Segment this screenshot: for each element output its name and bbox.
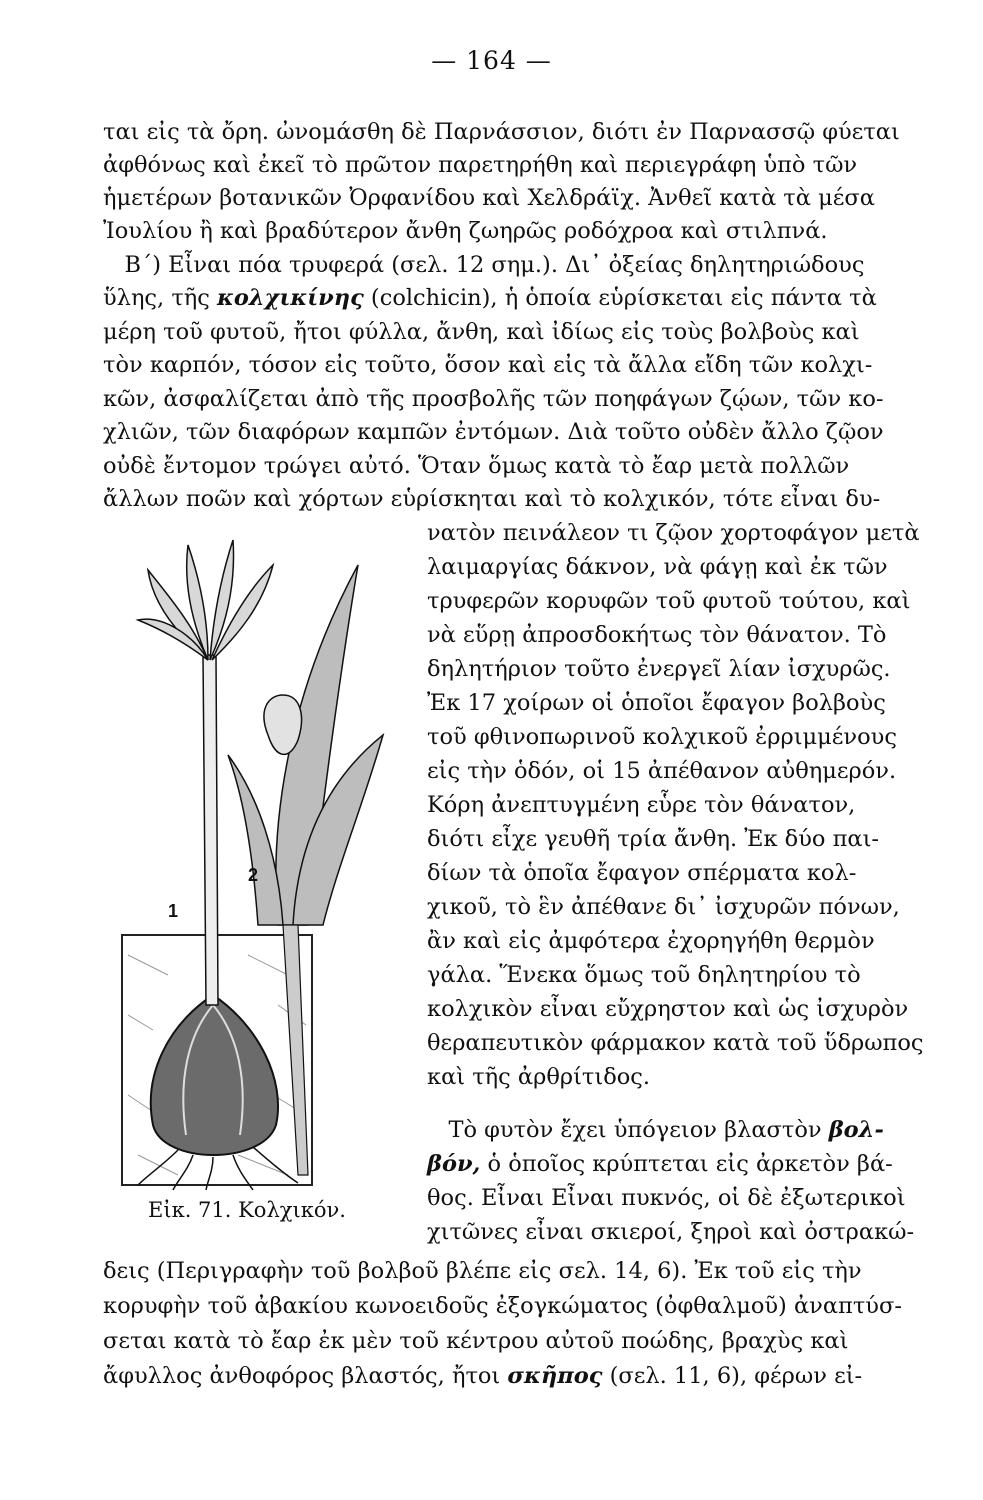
text-line: βόν, ὁ ὁποῖος κρύπτεται εἰς ἀρκετὸν βά-	[427, 1151, 893, 1177]
text-line: χιτῶνες εἶναι σκιεροί, ξηροὶ καὶ ὀστρακώ-	[427, 1219, 915, 1245]
text-line: θος. Εἶναι Εἶναι πυκνός, οἱ δὲ ἐξωτερικοὶ	[427, 1185, 906, 1211]
page-number: — 164 —	[431, 46, 552, 75]
text-line: καὶ τῆς ἀρθρίτιδος.	[427, 1064, 651, 1090]
text-line: χλιῶν, τῶν διαφόρων καμπῶν ἐντόμων. Διὰ τοῦτο οὐδὲν ἄλλο ζῷον	[103, 419, 884, 445]
text-line: νατὸν πεινάλεον τι ζῷον χορτοφάγον μετὰ	[427, 520, 920, 546]
text-line: Β΄) Εἶναι πόα τρυφερά (σελ. 12 σημ.). Δι᾽ ὀξείας δηλητηριώδους	[103, 252, 865, 278]
text-line: χικοῦ, τὸ ἓν ἀπέθανε δι᾽ ἰσχυρῶν πόνων,	[427, 894, 900, 920]
text-line: θεραπευτικὸν φάρμακον κατὰ τοῦ ὕδρωπος	[427, 1030, 924, 1056]
fruit-capsule	[264, 695, 302, 754]
figure-label-1: 1	[168, 901, 179, 921]
text-line: δεις (Περιγραφὴν τοῦ βολβοῦ βλέπε εἰς σελ. 14, 6). Ἐκ τοῦ εἰς τὴν	[103, 1258, 862, 1284]
text-line: ται εἰς τὰ ὄρη. ὠνομάσθη δὲ Παρνάσσιον, διότι ἐν Παρνασσῷ φύεται	[103, 119, 900, 145]
text-line: δηλητήριον τοῦτο ἐνεργεῖ λίαν ἰσχυρῶς.	[427, 656, 891, 682]
text-line: τοῦ φθινοπωρινοῦ κολχικοῦ ἐρριμμένους	[427, 724, 897, 750]
text-line: ἄλλων ποῶν καὶ χόρτων εὑρίσκηται καὶ τὸ κολχικόν, τότε εἶναι δυ-	[103, 486, 881, 512]
flower-stem	[203, 655, 218, 1005]
bold-term: κολχικίνης	[217, 285, 364, 311]
text-line: Ἰουλίου ἢ καὶ βραδύτερον ἄνθη ζωηρῶς ροδόχροα καὶ στιλπνά.	[103, 218, 828, 244]
text-line: τρυφερῶν κορυφῶν τοῦ φυτοῦ τούτου, καὶ	[427, 588, 911, 614]
text-line: ἂν καὶ εἰς ἀμφότερα ἐχορηγήθη θερμὸν	[427, 928, 875, 954]
text-line: ἄφυλλος ἀνθοφόρος βλαστός, ἤτοι σκῆπος (σελ. 11, 6), φέρων εἰ-	[103, 1363, 863, 1389]
bold-term: βολ-	[828, 1117, 884, 1143]
text-line: κορυφὴν τοῦ ἀβακίου κωνοειδοῦς ἐξογκώματος (ὀφθαλμοῦ) ἀναπτύσ-	[103, 1293, 902, 1319]
text-line: κολχικὸν εἶναι εὔχρηστον καὶ ὡς ἰσχυρὸν	[427, 996, 909, 1022]
text-line: σεται κατὰ τὸ ἔαρ ἐκ μὲν τοῦ κέντρου αὐτοῦ ποώδης, βραχὺς καὶ	[103, 1328, 849, 1354]
text-line: λαιμαργίας δάκνον, νὰ φάγῃ καὶ ἐκ τῶν	[427, 554, 888, 580]
text-line: τὸν καρπόν, τόσον εἰς τοῦτο, ὅσον καὶ εἰς τὰ ἄλλα εἴδη τῶν κολχι-	[103, 352, 873, 378]
text-line: διότι εἶχε γευθῆ τρία ἄνθη. Ἐκ δύο παι-	[427, 826, 879, 852]
text-line: γάλα. Ἕνεκα ὅμως τοῦ δηλητηρίου τὸ	[427, 962, 861, 988]
bold-term: βόν,	[427, 1151, 481, 1177]
plant-drawing	[108, 535, 408, 1195]
text-line: Τὸ φυτὸν ἔχει ὑπόγειον βλαστὸν βολ-	[427, 1117, 884, 1143]
text-line: νὰ εὕρῃ ἀπροσδοκήτως τὸν θάνατον. Τὸ	[427, 622, 887, 648]
text-line: ἀφθόνως καὶ ἐκεῖ τὸ πρῶτον παρετηρήθη καὶ περιεγράφη ὑπὸ τῶν	[103, 152, 858, 178]
figure-caption: Εἰκ. 71. Κολχικόν.	[148, 1198, 346, 1222]
figure-label-2: 2	[248, 865, 259, 885]
text-line: ἡμετέρων βοτανικῶν Ὀρφανίδου καὶ Χελδράϊχ. Ἀνθεῖ κατὰ τὰ μέσα	[103, 185, 875, 211]
flower	[138, 540, 273, 660]
text-line: ὕλης, τῆς κολχικίνης (colchicin), ἡ ὁποία εὑρίσκεται εἰς πάντα τὰ	[103, 285, 877, 311]
colchicum-plant-illustration	[108, 535, 408, 1195]
text-line: μέρη τοῦ φυτοῦ, ἤτοι φύλλα, ἄνθη, καὶ ἰδίως εἰς τοὺς βολβοὺς καὶ	[103, 319, 860, 345]
text-line: δίων τὰ ὁποῖα ἔφαγον σπέρματα κολ-	[427, 860, 857, 886]
text-line: οὐδὲ ἔντομον τρώγει αὐτό. Ὅταν ὅμως κατὰ τὸ ἔαρ μετὰ πολλῶν	[103, 453, 850, 479]
bold-term: σκῆπος	[507, 1363, 603, 1389]
text-line: κῶν, ἀσφαλίζεται ἀπὸ τῆς προσβολῆς τῶν ποηφάγων ζῴων, τῶν κο-	[103, 386, 884, 412]
text-line: Ἐκ 17 χοίρων οἱ ὁποῖοι ἔφαγον βολβοὺς	[427, 690, 886, 716]
text-line: εἰς τὴν ὁδόν, οἱ 15 ἀπέθανον αὐθημερόν.	[427, 758, 897, 784]
text-line: Κόρη ἀνεπτυγμένη εὗρε τὸν θάνατον,	[427, 792, 856, 818]
